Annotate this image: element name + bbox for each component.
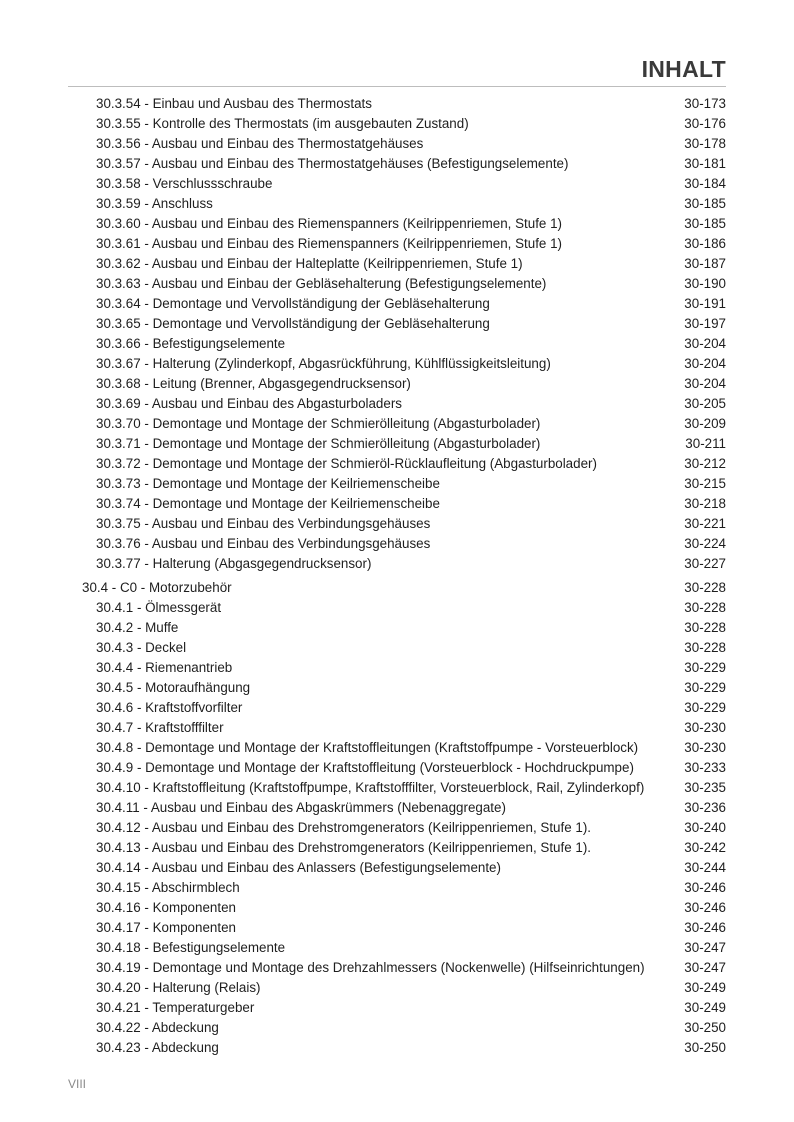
toc-entry[interactable]: [0, 414, 794, 434]
toc-entry[interactable]: [0, 434, 794, 454]
footer-page-number: VIII: [68, 1077, 87, 1091]
toc-entry-title: 30.4.9 - Demontage und Montage der Kraftstoffleitung (Vorsteuerblock - Hochdruckpumpe): [96, 760, 634, 775]
toc-entry[interactable]: [0, 658, 794, 678]
page-title: INHALT: [641, 56, 726, 82]
toc-entry-title: 30.3.56 - Ausbau und Einbau des Thermostatgehäuses: [96, 136, 424, 151]
toc-entry-title: 30.3.64 - Demontage und Vervollständigung der Gebläsehalterung: [96, 296, 490, 311]
toc-entry-title: 30.3.58 - Verschlussschraube: [96, 176, 273, 191]
toc-entry[interactable]: [0, 898, 794, 918]
toc-entry-title: 30.4.8 - Demontage und Montage der Kraftstoffleitungen (Kraftstoffpumpe - Vorsteuerblock): [96, 740, 639, 755]
toc-entry-page: 30-211: [685, 436, 726, 451]
toc-entry-title: 30.3.55 - Kontrolle des Thermostats (im ausgebauten Zustand): [96, 116, 469, 131]
toc-entry[interactable]: [0, 94, 794, 114]
toc-entry-page: 30-212: [684, 456, 726, 471]
toc-entry-page: 30-204: [684, 336, 726, 351]
toc-entry-title: 30.3.69 - Ausbau und Einbau des Abgasturboladers: [96, 396, 402, 411]
toc-entry-title: 30.4.12 - Ausbau und Einbau des Drehstromgenerators (Keilrippenriemen, Stufe 1).: [96, 820, 591, 835]
toc-entry-page: 30-242: [684, 840, 726, 855]
toc-entry-page: 30-246: [684, 880, 726, 895]
toc-entry-page: 30-235: [684, 780, 726, 795]
toc-entry-page: 30-190: [684, 276, 726, 291]
toc-entry-title: 30.3.54 - Einbau und Ausbau des Thermostats: [96, 96, 372, 111]
toc-entry-title: 30.4.15 - Abschirmblech: [96, 880, 240, 895]
toc-entry-title: 30.3.68 - Leitung (Brenner, Abgasgegendrucksensor): [96, 376, 411, 391]
toc-entry[interactable]: [0, 958, 794, 978]
toc-entry-title: 30.3.62 - Ausbau und Einbau der Halteplatte (Keilrippenriemen, Stufe 1): [96, 256, 523, 271]
toc-entry-title: 30.4 - C0 - Motorzubehör: [82, 580, 232, 595]
toc-entry[interactable]: [0, 718, 794, 738]
toc-entry[interactable]: [0, 214, 794, 234]
toc-entry-page: 30-244: [684, 860, 726, 875]
toc-entry-title: 30.4.10 - Kraftstoffleitung (Kraftstoffpumpe, Kraftstofffilter, Vorsteuerblock, Rail, Zylinderkopf): [96, 780, 645, 795]
toc-entry[interactable]: [0, 114, 794, 134]
toc-entry-title: 30.4.2 - Muffe: [96, 620, 179, 635]
toc-entry-title: 30.3.70 - Demontage und Montage der Schmierölleitung (Abgasturbolader): [96, 416, 541, 431]
toc-entry-page: 30-228: [684, 640, 726, 655]
toc-entry-title: 30.3.60 - Ausbau und Einbau des Riemenspanners (Keilrippenriemen, Stufe 1): [96, 216, 562, 231]
toc-entry-title: 30.4.6 - Kraftstoffvorfilter: [96, 700, 243, 715]
toc-entry-page: 30-197: [684, 316, 726, 331]
toc-entry-title: 30.4.4 - Riemenantrieb: [96, 660, 233, 675]
toc-entry-page: 30-178: [684, 136, 726, 151]
toc-entry-page: 30-229: [684, 700, 726, 715]
toc-entry-page: 30-229: [684, 680, 726, 695]
toc-entry-page: 30-209: [684, 416, 726, 431]
toc-entry[interactable]: [0, 618, 794, 638]
toc-entry-title: 30.3.63 - Ausbau und Einbau der Gebläsehalterung (Befestigungselemente): [96, 276, 547, 291]
toc-entry-title: 30.3.76 - Ausbau und Einbau des Verbindungsgehäuses: [96, 536, 431, 551]
toc-entry[interactable]: [0, 698, 794, 718]
toc-entry-page: 30-185: [684, 196, 726, 211]
toc-entry-title: 30.3.71 - Demontage und Montage der Schmierölleitung (Abgasturbolader): [96, 436, 541, 451]
toc-entry-title: 30.4.3 - Deckel: [96, 640, 187, 655]
toc-entry-page: 30-221: [684, 516, 726, 531]
toc-entry-page: 30-230: [684, 720, 726, 735]
toc-entry[interactable]: [0, 494, 794, 514]
toc-entry-page: 30-228: [684, 580, 726, 595]
toc-entry[interactable]: [0, 1018, 794, 1038]
table-of-contents: [0, 94, 794, 1058]
toc-entry[interactable]: [0, 598, 794, 618]
toc-entry-page: 30-204: [684, 376, 726, 391]
toc-entry-title: 30.4.18 - Befestigungselemente: [96, 940, 286, 955]
toc-entry-title: 30.3.61 - Ausbau und Einbau des Riemenspanners (Keilrippenriemen, Stufe 1): [96, 236, 562, 251]
toc-entry[interactable]: [0, 858, 794, 878]
toc-entry-title: 30.3.72 - Demontage und Montage der Schmieröl-Rücklaufleitung (Abgasturbolader): [96, 456, 597, 471]
toc-entry[interactable]: [0, 294, 794, 314]
toc-entry-page: 30-250: [684, 1040, 726, 1055]
toc-entry[interactable]: [0, 374, 794, 394]
toc-entry-title: 30.3.65 - Demontage und Vervollständigung der Gebläsehalterung: [96, 316, 490, 331]
toc-entry-page: 30-229: [684, 660, 726, 675]
toc-entry-page: 30-191: [684, 296, 726, 311]
toc-entry-title: 30.4.22 - Abdeckung: [96, 1020, 219, 1035]
toc-entry-title: 30.3.73 - Demontage und Montage der Keilriemenscheibe: [96, 476, 440, 491]
toc-entry[interactable]: [0, 818, 794, 838]
toc-entry-title: 30.3.77 - Halterung (Abgasgegendrucksensor): [96, 556, 372, 571]
toc-entry-page: 30-187: [684, 256, 726, 271]
toc-entry-title: 30.4.17 - Komponenten: [96, 920, 236, 935]
toc-entry-page: 30-230: [684, 740, 726, 755]
toc-entry-page: 30-227: [684, 556, 726, 571]
toc-entry[interactable]: [0, 474, 794, 494]
toc-entry[interactable]: [0, 514, 794, 534]
header-divider: [68, 86, 726, 87]
toc-entry-title: 30.4.23 - Abdeckung: [96, 1040, 219, 1055]
toc-entry-page: 30-204: [684, 356, 726, 371]
toc-entry-title: 30.3.74 - Demontage und Montage der Keilriemenscheibe: [96, 496, 440, 511]
toc-entry-title: 30.3.66 - Befestigungselemente: [96, 336, 286, 351]
toc-entry[interactable]: [0, 738, 794, 758]
toc-entry-page: 30-224: [684, 536, 726, 551]
toc-entry-page: 30-247: [684, 940, 726, 955]
toc-entry-page: 30-246: [684, 900, 726, 915]
toc-entry-page: 30-186: [684, 236, 726, 251]
toc-entry-page: 30-247: [684, 960, 726, 975]
toc-entry-title: 30.4.11 - Ausbau und Einbau des Abgaskrümmers (Nebenaggregate): [96, 800, 506, 815]
toc-entry-page: 30-233: [684, 760, 726, 775]
toc-entry-title: 30.4.7 - Kraftstofffilter: [96, 720, 224, 735]
toc-entry[interactable]: [0, 354, 794, 374]
toc-entry-title: 30.4.21 - Temperaturgeber: [96, 1000, 255, 1015]
toc-entry-page: 30-246: [684, 920, 726, 935]
toc-entry[interactable]: [0, 534, 794, 554]
toc-entry[interactable]: [0, 394, 794, 414]
toc-entry-title: 30.4.1 - Ölmessgerät: [96, 600, 222, 615]
toc-entry[interactable]: [0, 678, 794, 698]
toc-entry-page: 30-228: [684, 600, 726, 615]
toc-entry[interactable]: [0, 274, 794, 294]
toc-entry[interactable]: [0, 254, 794, 274]
toc-entry[interactable]: [0, 938, 794, 958]
toc-entry[interactable]: [0, 554, 794, 574]
toc-entry-page: 30-176: [684, 116, 726, 131]
toc-entry-page: 30-249: [684, 980, 726, 995]
toc-entry[interactable]: [0, 174, 794, 194]
toc-entry[interactable]: [0, 334, 794, 354]
toc-entry-title: 30.3.75 - Ausbau und Einbau des Verbindungsgehäuses: [96, 516, 431, 531]
toc-entry[interactable]: [0, 778, 794, 798]
toc-entry[interactable]: [0, 838, 794, 858]
toc-entry[interactable]: [0, 194, 794, 214]
toc-entry-page: 30-250: [684, 1020, 726, 1035]
toc-entry-page: 30-215: [684, 476, 726, 491]
toc-entry-page: 30-249: [684, 1000, 726, 1015]
toc-entry-title: 30.4.5 - Motoraufhängung: [96, 680, 251, 695]
toc-entry[interactable]: [0, 314, 794, 334]
toc-entry[interactable]: [0, 154, 794, 174]
toc-entry-title: 30.3.67 - Halterung (Zylinderkopf, Abgasrückführung, Kühlflüssigkeitsleitung): [96, 356, 551, 371]
toc-entry[interactable]: [0, 758, 794, 778]
toc-entry-title: 30.4.13 - Ausbau und Einbau des Drehstromgenerators (Keilrippenriemen, Stufe 1).: [96, 840, 591, 855]
toc-entry[interactable]: [0, 998, 794, 1018]
toc-entry-page: 30-185: [684, 216, 726, 231]
toc-entry[interactable]: [0, 134, 794, 154]
toc-entry[interactable]: [0, 978, 794, 998]
toc-entry-title: 30.4.20 - Halterung (Relais): [96, 980, 261, 995]
toc-entry-page: 30-240: [684, 820, 726, 835]
toc-entry-page: 30-205: [684, 396, 726, 411]
toc-entry-title: 30.4.16 - Komponenten: [96, 900, 236, 915]
toc-entry-page: 30-181: [684, 156, 726, 171]
toc-entry-title: 30.4.14 - Ausbau und Einbau des Anlassers (Befestigungselemente): [96, 860, 501, 875]
toc-entry-page: 30-184: [684, 176, 726, 191]
toc-entry-page: 30-228: [684, 620, 726, 635]
toc-entry-page: 30-173: [684, 96, 726, 111]
toc-entry[interactable]: [0, 918, 794, 938]
toc-entry-page: 30-236: [684, 800, 726, 815]
toc-entry[interactable]: [0, 638, 794, 658]
toc-entry[interactable]: [0, 578, 794, 598]
toc-entry[interactable]: [0, 234, 794, 254]
toc-entry-page: 30-218: [684, 496, 726, 511]
toc-entry[interactable]: [0, 1038, 794, 1058]
toc-entry-title: 30.3.57 - Ausbau und Einbau des Thermostatgehäuses (Befestigungselemente): [96, 156, 569, 171]
toc-entry[interactable]: [0, 798, 794, 818]
toc-entry-title: 30.4.19 - Demontage und Montage des Drehzahlmessers (Nockenwelle) (Hilfseinrichtungen): [96, 960, 645, 975]
toc-entry-title: 30.3.59 - Anschluss: [96, 196, 213, 211]
toc-entry[interactable]: [0, 878, 794, 898]
toc-entry[interactable]: [0, 454, 794, 474]
